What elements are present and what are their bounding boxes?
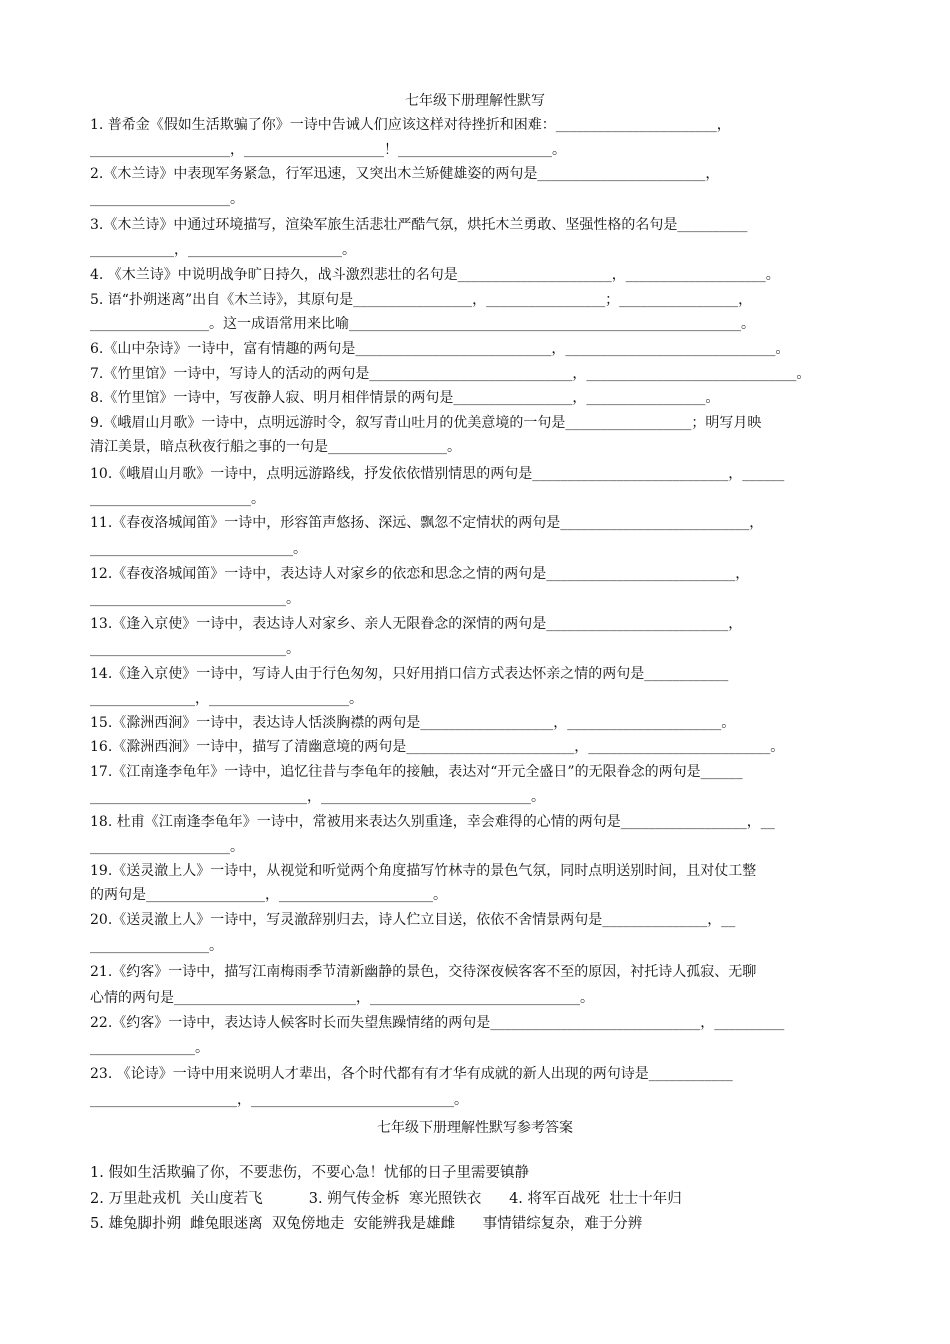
question-18-line-1: 18. 杜甫《江南逢李龟年》一诗中，常被用来表达久别重逢，幸会难得的心情的两句是__________________，__: [90, 814, 775, 830]
question-12-line-2: ____________________________。: [90, 591, 300, 607]
question-23-line-1: 23. 《论诗》一诗中用来说明人才辈出，各个时代都有有才华有成就的新人出现的两句诗是____________: [90, 1066, 733, 1082]
answer-title: 七年级下册理解性默写参考答案: [377, 1120, 573, 1136]
question-20-line-2: _________________。: [90, 938, 223, 954]
question-18-line-2: ____________________。: [90, 839, 244, 855]
question-21-line-2: 心情的两句是__________________________，______________________________。: [90, 990, 594, 1006]
question-21-line-1: 21.《约客》一诗中，描写江南梅雨季节清新幽静的景色，交待深夜候客客不至的原因，衬托诗人孤寂、无聊: [90, 964, 757, 980]
question-1-line-2: ____________________，____________________！______________________。: [90, 142, 566, 158]
question-2-line-1: 2.《木兰诗》中表现军务紧急，行军迅速，又突出木兰矫健雄姿的两句是________________________，: [90, 166, 720, 182]
answer-line-3: 5. 雄兔脚扑朔 雌兔眼迷离 双兔傍地走 安能辨我是雄雌 事情错综复杂，难于分辨: [90, 1216, 643, 1232]
question-9-line-1: 9.《峨眉山月歌》一诗中，点明远游时令，叙写青山吐月的优美意境的一句是__________________；明写月映: [90, 415, 762, 431]
question-7-line-1: 7.《竹里馆》一诗中，写诗人的活动的两句是_____________________________，______________________________。: [90, 366, 811, 382]
question-13-line-1: 13.《逢入京使》一诗中，表达诗人对家乡、亲人无限眷念的深情的两句是__________________________，: [90, 616, 743, 632]
question-3-line-2: ____________，______________________。: [90, 242, 356, 258]
page-title: 七年级下册理解性默写: [405, 93, 545, 109]
question-14-line-1: 14.《逢入京使》一诗中，写诗人由于行色匆匆，只好用捎口信方式表达怀亲之情的两句是____________: [90, 666, 729, 682]
question-5-line-1: 5. 语“扑朔迷离”出自《木兰诗》，其原句是_________________，_________________；_________________，: [90, 292, 753, 308]
question-23-line-2: _____________________，_____________________________。: [90, 1092, 468, 1108]
answer-line-1: 1. 假如生活欺骗了你，不要悲伤，不要心急！忧郁的日子里需要镇静: [90, 1165, 529, 1181]
question-9-line-2: 清江美景，暗点秋夜行船之事的一句是_________________。: [90, 439, 461, 455]
question-5-line-2: _________________。这一成语常用来比喻________________________________________________________。: [90, 316, 755, 332]
question-11-line-2: _____________________________。: [90, 541, 307, 557]
question-19-line-1: 19.《送灵澈上人》一诗中，从视觉和听觉两个角度描写竹林寺的景色气氛，同时点明送别时间，且对仗工整: [90, 863, 757, 879]
question-22-line-2: _______________。: [90, 1040, 209, 1056]
question-6-line-1: 6.《山中杂诗》一诗中，富有情趣的两句是____________________________，______________________________。: [90, 341, 790, 357]
question-13-line-2: ____________________________。: [90, 641, 300, 657]
question-20-line-1: 20.《送灵澈上人》一诗中，写灵澈辞别归去，诗人伫立目送，依依不舍情景两句是_______________，__: [90, 912, 736, 928]
question-12-line-1: 12.《春夜洛城闻笛》一诗中，表达诗人对家乡的依恋和思念之情的两句是___________________________，: [90, 566, 750, 582]
question-2-line-2: ____________________。: [90, 191, 244, 207]
question-3-line-1: 3.《木兰诗》中通过环境描写，渲染军旅生活悲壮严酷气氛，烘托木兰勇敢、坚强性格的名句是__________: [90, 217, 748, 233]
question-22-line-1: 22.《约客》一诗中，表达诗人候客时长而失望焦躁情绪的两句是______________________________，__________: [90, 1015, 785, 1031]
question-10-line-2: _______________________。: [90, 491, 265, 507]
question-16-line-1: 16.《滁洲西涧》一诗中，描写了清幽意境的两句是________________________，__________________________。: [90, 739, 785, 755]
question-17-line-2: _______________________________，______________________________。: [90, 789, 545, 805]
question-19-line-2: 的两句是_________________，______________________。: [90, 887, 447, 903]
question-1-line-1: 1. 普希金《假如生活欺骗了你》一诗中告诫人们应该这样对待挫折和困难：_______________________，: [90, 117, 731, 133]
question-8-line-1: 8.《竹里馆》一诗中，写夜静人寂、明月相伴情景的两句是_________________，_________________。: [90, 390, 720, 406]
question-17-line-1: 17.《江南逢李龟年》一诗中，追忆往昔与李龟年的接触，表达对“开元全盛日”的无限眷念的两句是______: [90, 764, 743, 780]
question-14-line-2: _______________，____________________。: [90, 691, 363, 707]
question-11-line-1: 11.《春夜洛城闻笛》一诗中，形容笛声悠扬、深远、飘忽不定情状的两句是___________________________，: [90, 515, 764, 531]
question-10-line-1: 10.《峨眉山月歌》一诗中，点明远游路线，抒发依依惜别情思的两句是____________________________，______: [90, 466, 785, 482]
question-4-line-1: 4. 《木兰诗》中说明战争旷日持久，战斗激烈悲壮的名句是______________________，____________________。: [90, 267, 780, 283]
question-15-line-1: 15.《滁洲西涧》一诗中，表达诗人恬淡胸襟的两句是___________________，______________________。: [90, 715, 736, 731]
answer-line-2: 2. 万里赴戎机 关山度若飞 3. 朔气传金柝 寒光照铁衣 4. 将军百战死 壮士十年归: [90, 1191, 682, 1207]
